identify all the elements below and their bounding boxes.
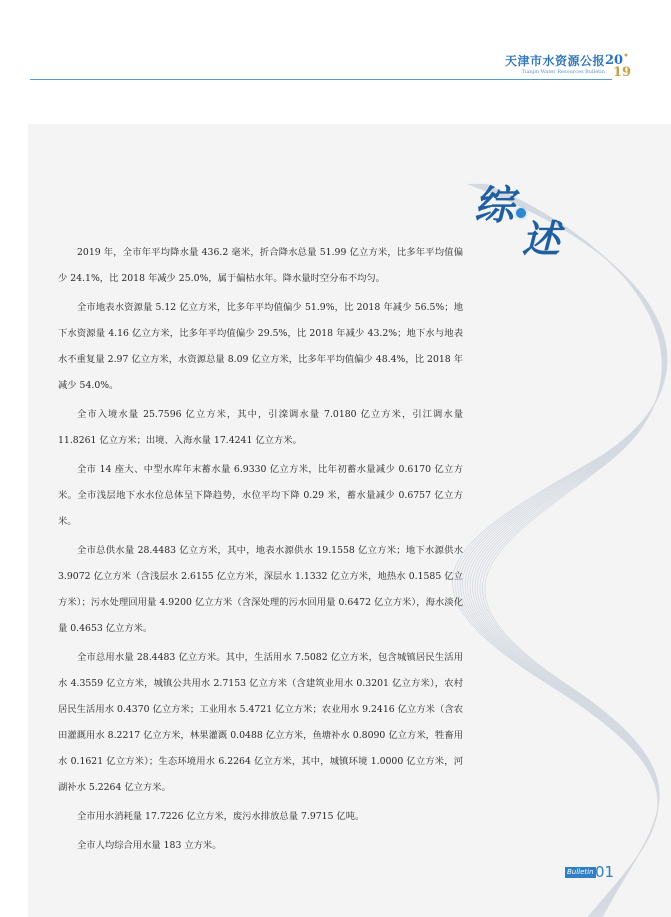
wave-line: [480, 184, 663, 917]
paragraph-water-use: 全市总用水量 28.4483 亿立方米。其中，生活用水 7.5082 亿立方米，包含城镇居民生活用水 4.3559 亿立方米，城镇公共用水 2.7153 亿立方米（含建筑业用水 0.3201 亿立方米），农村居民生活用水 0.4370 亿立方米；工业用水 5.4721 亿立方米；农业用水 9.2416 亿立方米（含农田灌溉用水 8.2217 亿立方米，林果灌溉 0.0488 亿立方米，鱼塘补水 0.8090 亿立方米，牲畜用水 0.1621 亿立方米）；生态环境用水 6.2264 亿立方米，其中，城镇环境 1.0000 亿立方米，河湖补水 5.2264 亿立方米。: [58, 652, 463, 793]
wave-line: [477, 184, 663, 917]
paragraph-consumption: 全市用水消耗量 17.7226 亿立方米，废污水排放总量 7.9715 亿吨。: [77, 811, 365, 822]
body-text: [58, 240, 463, 862]
wave-line: [485, 184, 662, 917]
year-badge: [605, 51, 632, 80]
year-bottom: 19: [613, 65, 632, 80]
wave-line: [470, 184, 664, 917]
paragraph-precipitation: 2019 年，全市年平均降水量 436.2 毫米，折合降水总量 51.99 亿立方米，比多年平均值偏少 24.1%，比 2018 年减少 25.0%，属于偏枯水年。降水量时空分布不均匀。: [58, 247, 463, 284]
year-top: 20: [605, 53, 624, 68]
wave-line: [460, 184, 666, 917]
page-number: 01: [595, 863, 615, 881]
header-subtitle: Tianjin Water Resources Bulletin: [521, 69, 605, 75]
paragraph-water-resources: 全市地表水资源量 5.12 亿立方米，比多年平均值偏少 51.9%，比 2018 年减少 56.5%；地下水资源量 4.16 亿立方米，比多年平均值偏少 29.5%，比 2018 年减少 43.2%；地下水与地表水不重复量 2.97 亿立方米，水资源总量 8.09 亿立方米，比多年平均值偏少 48.4%，比 2018 年减少 54.0%。: [58, 302, 463, 391]
section-heading: [474, 174, 584, 260]
wave-line: [457, 184, 666, 917]
footer-label: Bulletin: [567, 868, 594, 876]
wave-line: [475, 184, 664, 917]
header-divider: [30, 79, 612, 80]
header-title: 天津市水资源公报: [504, 54, 605, 68]
wave-line: [482, 184, 662, 917]
paragraph-reservoirs: 全市 14 座大、中型水库年末蓄水量 6.9330 亿立方米，比年初蓄水量减少 0.6170 亿立方米。全市浅层地下水水位总体呈下降趋势，水位平均下降 0.29 米，蓄水量减少 0.6757 亿立方米。: [58, 464, 463, 527]
paragraph-water-supply: 全市总供水量 28.4483 亿立方米，其中，地表水源供水 19.1558 亿立方米；地下水源供水 3.9072 亿立方米（含浅层水 2.6155 亿立方米，深层水 1.1332 亿立方米，地热水 0.1585 亿立方米）；污水处理回用量 4.9200 亿立方米（含深处理的污水回用量 0.6472 亿立方米），海水淡化量 0.4653 亿立方米。: [58, 545, 463, 634]
paragraph-inflow: 全市入境水量 25.7596 亿立方米，其中，引滦调水量 7.0180 亿立方米，引江调水量 11.8261 亿立方米；出境、入海水量 17.4241 亿立方米。: [58, 409, 463, 446]
section-heading-char-2: 述: [522, 216, 561, 261]
section-heading-char-1: 综: [474, 182, 514, 229]
header: [0, 0, 671, 85]
wave-line: [468, 184, 665, 917]
paragraph-per-capita: 全市人均综合用水量 183 立方米。: [77, 840, 222, 851]
